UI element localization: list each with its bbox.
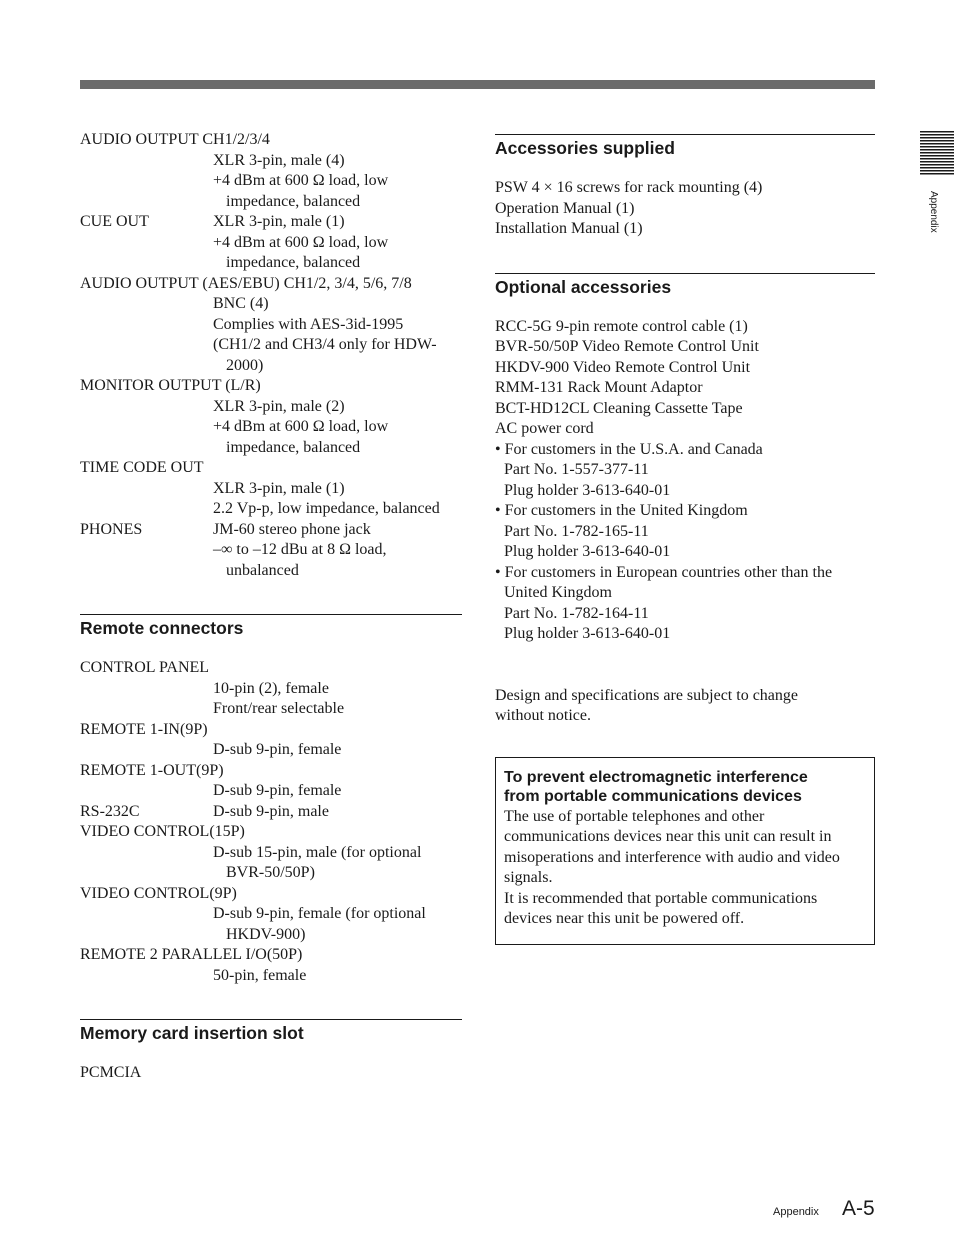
spec-label: REMOTE 1-OUT(9P): [80, 761, 224, 779]
list-item: Installation Manual (1): [495, 220, 643, 237]
spec-label: AUDIO OUTPUT CH1/2/3/4: [80, 131, 270, 148]
spec-value: 2.2 Vp-p, low impedance, balanced: [213, 500, 440, 517]
footer-section-label: Appendix: [773, 1206, 819, 1218]
list-item: PSW 4 × 16 screws for rack mounting (4): [495, 179, 763, 196]
part-number: Part No. 1-557-377-11: [504, 461, 649, 478]
warning-body: The use of portable telephones and other communications devices near this unit can result in misoperations and interference with audio and video signals.: [504, 807, 840, 886]
spec-label: VIDEO CONTROL(15P): [80, 823, 245, 840]
spec-phones: [80, 520, 462, 582]
spec-value: 10-pin (2), female: [213, 679, 329, 697]
spec-value: D-sub 15-pin, male (for optional: [213, 843, 422, 861]
bullet-continuation: United Kingdom: [504, 584, 612, 601]
spec-value: Complies with AES-3id-1995: [213, 315, 404, 333]
spec-value: +4 dBm at 600 Ω load, low: [213, 233, 389, 251]
section-remote-connectors: [80, 614, 462, 986]
spec-value: +4 dBm at 600 Ω load, low: [213, 172, 389, 189]
page-number: A-5: [842, 1197, 875, 1220]
spec-value: 2000): [226, 356, 264, 374]
spec-value: JM-60 stereo phone jack: [213, 520, 371, 538]
list-item: HKDV-900 Video Remote Control Unit: [495, 358, 751, 376]
spec-value: impedance, balanced: [226, 438, 361, 456]
spec-label: TIME CODE OUT: [80, 459, 204, 476]
right-column: [495, 134, 875, 945]
emi-warning-box: [495, 757, 875, 945]
section-heading: Memory card insertion slot: [80, 1023, 304, 1043]
spec-label: CONTROL PANEL: [80, 659, 210, 676]
list-item: Operation Manual (1): [495, 199, 635, 217]
spec-value: PCMCIA: [80, 1064, 142, 1081]
spec-monitor-output: [80, 376, 462, 458]
spec-label: AUDIO OUTPUT (AES/EBU) CH1/2, 3/4, 5/6, 7/8: [80, 274, 412, 292]
spec-value: XLR 3-pin, male (1): [213, 479, 345, 497]
warning-heading: To prevent electromagnetic interference: [504, 768, 808, 786]
bullet-item: • For customers in the U.S.A. and Canada: [495, 440, 763, 458]
spec-value: +4 dBm at 600 Ω load, low: [213, 418, 389, 435]
spec-label: RS-232C: [80, 802, 140, 820]
spec-value: XLR 3-pin, male (1): [213, 213, 345, 230]
plug-holder: Plug holder 3-613-640-01: [504, 481, 671, 499]
spec-value: impedance, balanced: [226, 192, 361, 210]
appendix-tab-marker: [920, 131, 954, 176]
section-accessories-supplied: [495, 134, 875, 240]
part-number: Part No. 1-782-164-11: [504, 604, 649, 622]
section-optional-accessories: [495, 273, 875, 645]
list-item: RMM-131 Rack Mount Adaptor: [495, 379, 703, 396]
spec-time-code-out: [80, 458, 462, 520]
spec-value: XLR 3-pin, male (2): [213, 397, 345, 415]
bullet-item: • For customers in the United Kingdom: [495, 502, 748, 519]
spec-label: MONITOR OUTPUT (L/R): [80, 377, 261, 394]
spec-value: (CH1/2 and CH3/4 only for HDW-: [213, 336, 437, 353]
spec-value: D-sub 9-pin, female (for optional: [213, 905, 426, 922]
spec-value: D-sub 9-pin, male: [213, 802, 329, 820]
spec-value: unbalanced: [226, 561, 299, 579]
list-item: BCT-HD12CL Cleaning Cassette Tape: [495, 399, 743, 417]
section-memory-card-slot: [80, 1019, 462, 1084]
spec-aes-ebu-output: [80, 274, 462, 377]
spec-label: REMOTE 2 PARALLEL I/O(50P): [80, 946, 303, 963]
bullet-item: • For customers in European countries other than the: [495, 563, 833, 581]
spec-cue-out: [80, 212, 462, 274]
spec-value: Front/rear selectable: [213, 700, 345, 717]
section-heading: Optional accessories: [495, 276, 672, 297]
list-item: RCC-5G 9-pin remote control cable (1): [495, 317, 748, 335]
spec-label: CUE OUT: [80, 213, 149, 230]
top-rule: [80, 80, 875, 89]
spec-value: D-sub 9-pin, female: [213, 782, 342, 799]
spec-value: 50-pin, female: [213, 966, 307, 984]
design-notice-line: Design and specifications are subject to change: [495, 686, 798, 704]
spec-value: D-sub 9-pin, female: [213, 741, 342, 758]
spec-value: –∞ to –12 dBu at 8 Ω load,: [213, 541, 387, 558]
spec-value: BNC (4): [213, 295, 269, 312]
spec-value: impedance, balanced: [226, 254, 361, 271]
section-heading: Remote connectors: [80, 618, 244, 638]
section-heading: Accessories supplied: [495, 138, 675, 158]
spec-value: XLR 3-pin, male (4): [213, 151, 345, 169]
plug-holder: Plug holder 3-613-640-01: [504, 543, 671, 560]
appendix-side-label: Appendix: [928, 191, 939, 233]
spec-label: VIDEO CONTROL(9P): [80, 884, 237, 902]
spec-value: BVR-50/50P): [226, 864, 315, 881]
spec-value: HKDV-900): [226, 925, 306, 943]
spec-label: PHONES: [80, 520, 143, 538]
spec-label: REMOTE 1-IN(9P): [80, 720, 208, 738]
left-column: [80, 130, 462, 1084]
warning-heading: from portable communications devices: [504, 788, 802, 805]
list-item: AC power cord: [495, 420, 594, 437]
spec-audio-output: [80, 130, 462, 212]
part-number: Part No. 1-782-165-11: [504, 522, 649, 540]
warning-body: It is recommended that portable communications devices near this unit be powered off.: [504, 889, 818, 927]
list-item: BVR-50/50P Video Remote Control Unit: [495, 338, 759, 355]
design-notice-line: without notice.: [495, 707, 591, 724]
plug-holder: Plug holder 3-613-640-01: [504, 625, 671, 642]
design-notice: [495, 686, 875, 727]
